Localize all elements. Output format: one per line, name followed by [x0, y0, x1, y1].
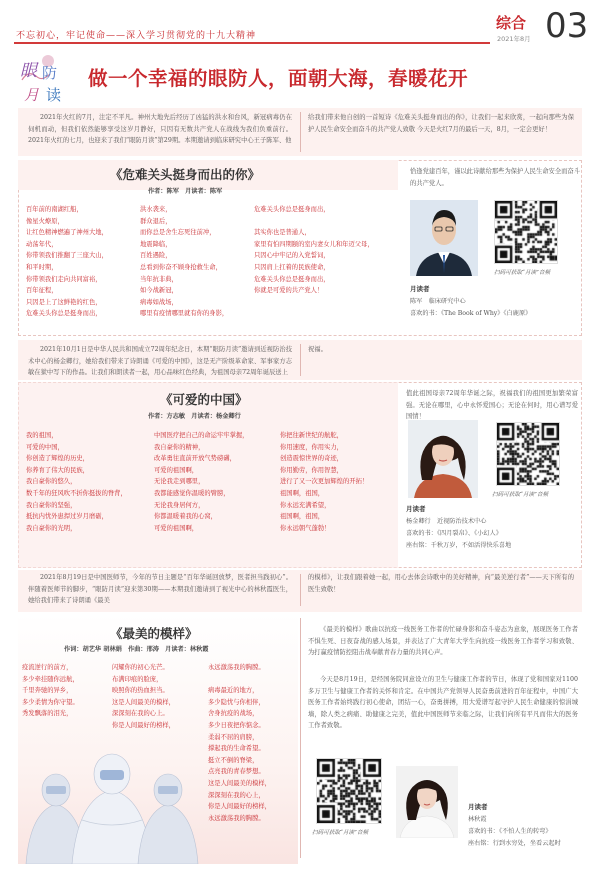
intro-text-right: 给我们带来他自创的一首短诗《危难关头挺身而出的你》，让我们一起来欣赏，一起向那些为保护人民生命安全而奋斗的共产党人致敬 今天是火红7月的最后一天，8月，一定会更好！ [308, 114, 574, 133]
reader3-motto: 座右铭：行到水穷处，坐看云起时 [468, 840, 561, 847]
poem-line: 闪耀你的初心光芒。 [112, 664, 169, 671]
reader1-favorite: 喜欢的书：《The Book of Why》《白鹿原》 [410, 310, 532, 317]
poem-line: 我自豪你的悠久， [26, 478, 77, 486]
poem1-col3 [254, 204, 374, 297]
poem-line: 可爱的中国， [26, 443, 64, 451]
poem-line: 舍身抗疫的战场， [208, 710, 259, 718]
poem-line: 抵抗内忧外患捍过岁月磨砺， [26, 513, 108, 521]
intro3-text-left: 2021年8月19日是中国医师节，今年的节日主题是“百年华诞回放梦，医者担当践初心”。伴随着医师节的脚步，“眼防月读”迎来第30期——本期我们邀请到了视光中心的林秋霞医生，她给我们带来了诗朗诵《最美 [28, 574, 292, 605]
poem-line: 永远激荡我的胸膛。 [208, 664, 265, 671]
poem-line: 你创造了辉煌的历史， [26, 455, 89, 463]
poem3-col3 [208, 662, 271, 824]
poem-line: 我自豪你的光明， [26, 524, 77, 532]
reader3-favorite: 喜欢的书：《不怕人生的转弯》 [468, 828, 552, 835]
poem-line: 你用速度，你用实力， [280, 443, 343, 451]
poem2-title: 《可爱的中国》 [160, 392, 248, 407]
intro3-divider [300, 574, 301, 606]
poem-line: 数千年的狂风吹不折你挺拔的脊背， [26, 489, 127, 497]
reader2-favorite: 喜欢的书：《四月裂帛》、《小幻人》 [406, 530, 502, 537]
poem-line: 洪水袭来， [140, 206, 172, 213]
poem-line: 当年抗非典， [140, 275, 178, 283]
poem-line: 我自豪你的坚强， [26, 501, 77, 509]
poem-line: 我的祖国， [26, 432, 58, 439]
qr-caption-2: 扫码可获取“月读”音频 [492, 492, 549, 498]
poem3-col2 [112, 662, 175, 732]
poem1-col1 [26, 204, 108, 320]
poem-line: 改革勇往直前开放气势磅礴， [154, 455, 236, 463]
poem-line: 可爱的祖国啊， [154, 466, 199, 474]
poem2-note: 值此祖国母亲72周年华诞之际，祝福我们的祖国更加繁荣富强。无论在哪里，心中永怀爱国心；无论在何时，用心谱写爱国情！ [406, 390, 578, 421]
header-rule [14, 42, 490, 44]
intro-divider [300, 112, 301, 152]
poem2-col2 [154, 430, 248, 534]
qr-caption-1: 扫码可获取“月读”音频 [494, 270, 551, 276]
qr-code-1[interactable] [494, 200, 558, 264]
poem2-col1 [26, 430, 127, 534]
poem-line: 群众退后， [140, 217, 172, 225]
poem-line: 只因肩上扛着的民族使命， [254, 263, 330, 271]
main-title: 做一个幸福的眼防人，面朝大海，春暖花开 [88, 67, 469, 90]
poem3-byline: 作词：胡艺华 胡林娟 作曲：邢涛 月读者：林秋霞 [64, 646, 209, 653]
poem-line: 秀发飘落的泪光， [22, 710, 73, 718]
poem-line: 你用勤劳，你用智慧， [280, 466, 343, 474]
poem-line: 你带领我们推翻了三座大山， [26, 252, 108, 260]
svg-text:防: 防 [42, 64, 58, 82]
poem-line: 百姓遇险， [140, 252, 172, 260]
poem-line: 挺立不倒的脊梁， [208, 756, 259, 764]
poem-line: 像星火燎原， [26, 217, 64, 225]
poem-line: 和平时期， [26, 263, 58, 271]
poem2-byline: 作者：方志敏 月读者：杨金卿行 [148, 413, 241, 420]
intro2-text-left: 2021年10月1日是中华人民共和国成立72周年纪念日，本期“眼防月读”邀请到近视防治技术中心的杨金卿行，她给我们带来了诗朗诵《可爱的中国》，这是无产阶级革命家、军事家方志敏在狱中写下的作品。让我们和朗读者一起，用心品味红色经典，为祖国母亲72周年诞辰送上 [28, 346, 292, 377]
poem-line: 布满印痕的脸庞， [112, 675, 163, 683]
reader2-name: 杨金卿行 近视防治技术中心 [406, 518, 487, 525]
poem-line: 可爱的祖国啊， [154, 524, 199, 532]
column-logo-icon [18, 52, 74, 104]
poem-line [208, 674, 271, 686]
qr-code-3[interactable] [316, 758, 382, 824]
reader1-photo [410, 200, 478, 276]
reader2-motto: 座右铭：千秋万岁，不如活得快乐喜地 [406, 542, 512, 549]
poem-line: 你永远充满希望， [280, 501, 331, 509]
poem-line: 百年征程， [26, 287, 58, 295]
poem-line: 祖国啊，祖国， [280, 489, 325, 497]
poem3-desc: 《最美的模样》歌曲以抗疫一线医务工作者的忙碌身影和奋斗姿态为意象，展现医务工作者不惧生死、日夜奋战的感人场景，并表达了广大青年大学生向抗疫一线医务工作者学习和致敬、为打赢疫情防控阻击战奉献青春力量的共同心声。 [308, 626, 578, 657]
poem-line: 总看到你奋不顾身抢救生命， [140, 263, 222, 271]
section-name: 综合 [496, 14, 527, 32]
poem-line: 疫流逆行的前方， [22, 664, 73, 671]
issue-date: 2021年8月 [497, 35, 531, 43]
poem-line: 这是人间最美的模样， [208, 779, 271, 787]
poem1-note: 恰逢党建百年，谨以此诗献给那些为保护人民生命安全而奋斗的共产党人。 [410, 168, 581, 187]
poem3-divider [300, 618, 301, 858]
reader3-name: 林秋霞 [468, 816, 487, 823]
poem-line: 我自豪你的精神， [154, 443, 205, 451]
reader2-title: 月读者 [406, 505, 426, 513]
poem-line: 撑起我的生命希望。 [208, 745, 265, 753]
poem-line: 家里有怕四期颐的室内妻女儿和年迈父母， [254, 240, 374, 248]
svg-text:月: 月 [24, 86, 40, 104]
intro2-divider [300, 344, 301, 376]
poem-line: 深深刻在我的心上。 [112, 710, 169, 718]
reader1-title: 月读者 [410, 285, 430, 293]
poem-line: 你都温暖着我的心窝， [154, 513, 217, 521]
poem-line: 如今战新冠， [140, 287, 178, 295]
poem-line: 危难关头你总是挺身而出， [26, 310, 102, 318]
svg-text:眼: 眼 [20, 61, 37, 81]
poem-line: 中国医疗把自己的命运牢牢掌握， [154, 432, 249, 439]
qr-caption-3: 扫码可获取“月读”音频 [312, 830, 369, 836]
page-number: 03 [545, 6, 589, 46]
poem-line: 而你总是舍生忘死往前冲， [140, 229, 216, 237]
poem1-byline: 作者：陈军 月读者：陈军 [148, 188, 223, 195]
poem-line: 你永远朝气蓬勃！ [280, 524, 331, 532]
poem-line: 你养育了伟大的民族， [26, 466, 89, 474]
poem-line: 多少牵挂随你远航， [22, 675, 79, 683]
reader2-photo [408, 420, 478, 498]
poem-line: 病毒如战场， [140, 298, 178, 306]
poem-line: 多少柔情为你守望。 [22, 698, 79, 706]
poem-line: 无论我走到哪里， [154, 478, 205, 486]
poem-line: 进行了又一次更加辉煌的开拓！ [280, 478, 369, 486]
poem-line: 动荡年代， [26, 240, 58, 248]
poem-line: 这是人间最美的模样， [112, 698, 175, 706]
poem-line: 点亮我的青春梦想。 [208, 768, 265, 776]
poem-line [254, 216, 374, 228]
poem-line: 千里奔驰的异乡， [22, 687, 73, 695]
poem-line: 哪里有疫情哪里就有你的身影， [140, 310, 229, 318]
poem-line: 只因心中牢记的入党誓词， [254, 252, 330, 260]
poem-line: 地震降临， [140, 240, 172, 248]
poem-line: 创造震惊世界的奇迹， [280, 455, 343, 463]
poem2-col3 [280, 430, 368, 534]
poem-line: 祖国啊，祖国， [280, 513, 325, 521]
reader1-name: 陈军 临床研究中心 [410, 298, 466, 305]
poem-line: 多少隐忧与你相伴， [208, 698, 265, 706]
poem-line: 病毒最近的地方， [208, 687, 259, 695]
reader3-title: 月读者 [468, 803, 488, 811]
intro-text-left: 2021年火红的7月，注定不平凡。神州大地先后经历了凶猛的洪水和台风，新冠病毒仍在伺机而动，但我们依然能够享受这岁月静好，只因有无数共产党人在战线为我们负重前行。2021年火红的七月，也迎来了我们“眼防月读”第29期。本期邀请到临床研究中心王子陈军、他 [28, 114, 292, 145]
intro3-text-right: 的模样》，让我们跟着她一起，用心去体会诗歌中的美好精神，向“最美逆行者”——天下所有的医生致敬！ [308, 574, 574, 593]
poem3-col1 [22, 662, 79, 720]
poem-line: 你就是可爱的共产党人！ [254, 287, 324, 295]
poem-line: 深深刻在我的心上， [208, 791, 265, 799]
poem1-title: 《危难关头挺身而出的你》 [110, 167, 261, 182]
poem-line: 映照你的热血担当。 [112, 687, 169, 695]
poem-line: 让红色精神燃遍了神州大地， [26, 229, 108, 237]
poem-line: 百年前的南湖红船， [26, 206, 83, 213]
medical-workers-illustration [22, 730, 202, 864]
poem3-desc2: 今天是8月19日，是经国务院同意设立的卫生与健康工作者的节日，体现了党和国家对1100多万卫生与健康工作者的关怀和肯定。在中国共产党领导人民奋勇前进的百年征程中，中国广大医务工作者始终践行初心使命，团结一心，奋勇拼搏，用大爱谱写起守护人民生命健康的惊涓城墙，除人类之病痛、助健康之完美，值此中国医师节来临之际，让我们向所有平凡而伟大的医务工作者致敬。 [308, 676, 578, 730]
poem-line: 危难关头你总是挺身而出， [254, 275, 330, 283]
header-slogan: 不忘初心，牢记使命——深入学习贯彻党的十九大精神 [16, 31, 257, 41]
reader3-photo [396, 766, 458, 838]
poem-line: 你把往新世纪的航舵， [280, 432, 343, 439]
poem3-title: 《最美的模样》 [110, 626, 198, 641]
poem-line: 你是人间最好的榜样， [112, 721, 175, 729]
poem-line: 无论我身居何方， [154, 501, 205, 509]
poem-line: 其实你也是普通人， [254, 229, 311, 237]
poem-line: 你是人间最好的榜样， [208, 803, 271, 811]
poem-line: 多少日夜把你惦念。 [208, 721, 265, 729]
qr-code-2[interactable] [496, 422, 560, 486]
poem-line: 柔弱不屈的肩膀， [208, 733, 259, 741]
poem-line: 我都能感觉你温暖的臂膀， [154, 489, 230, 497]
intro2-text-right: 祝福。 [308, 346, 327, 353]
poem1-col2 [140, 204, 228, 320]
svg-text:读: 读 [46, 86, 62, 104]
poem-line: 只因是上了这鲜艳的红色， [26, 298, 102, 306]
poem-line: 永远激荡我的胸膛。 [208, 814, 265, 822]
poem-line: 你带领我们走向共同富裕， [26, 275, 102, 283]
poem-line: 危难关头你总是挺身而出， [254, 206, 330, 213]
